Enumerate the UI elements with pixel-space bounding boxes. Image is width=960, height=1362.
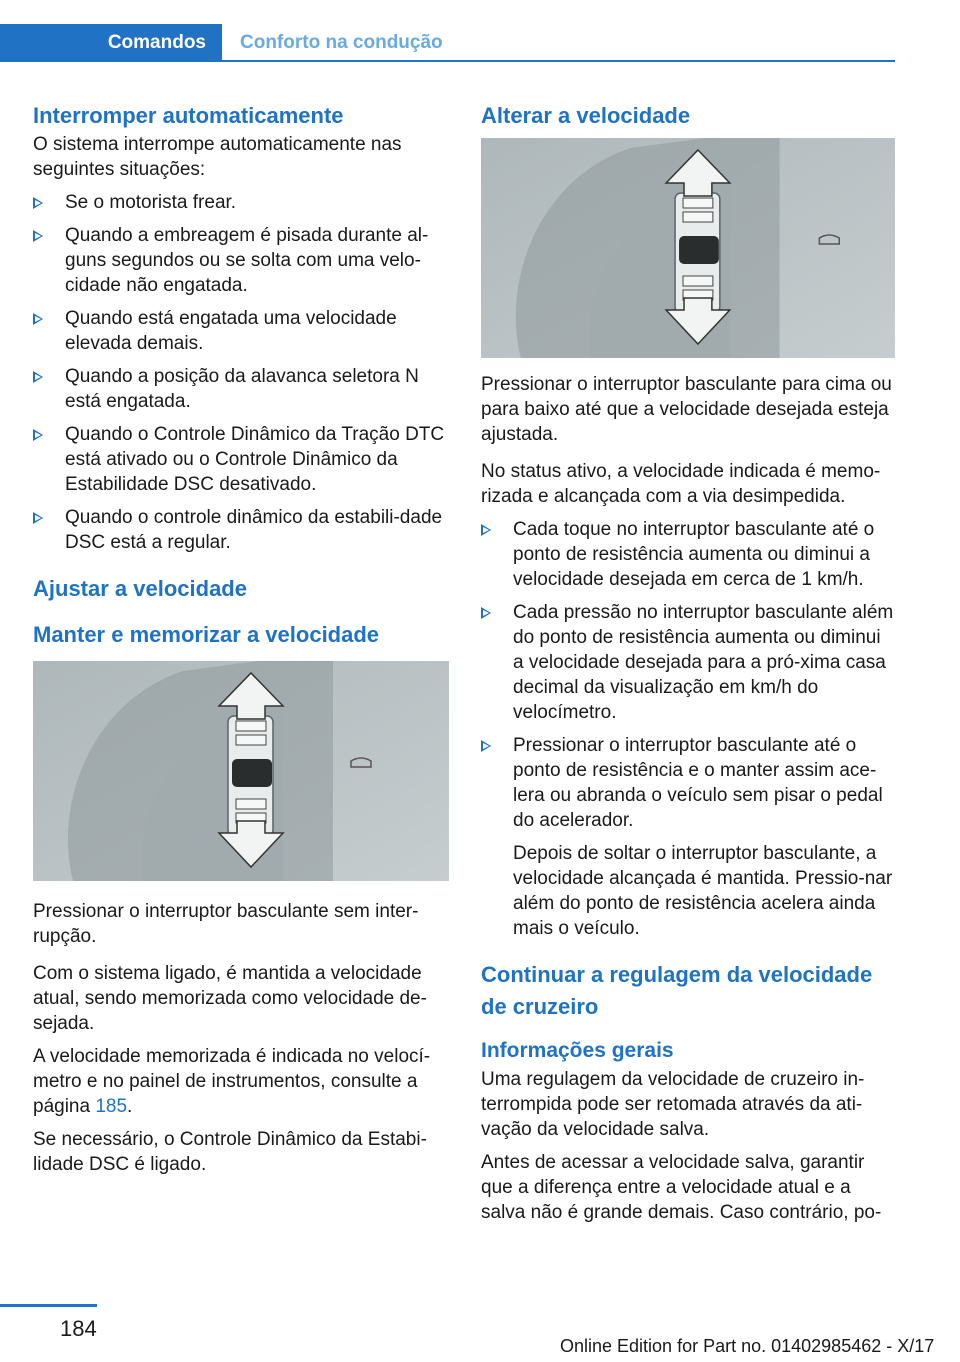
list-item [33,422,449,497]
list-item [481,733,895,833]
para-velocidade-memorizada [33,1044,449,1119]
list-item-text: Cada toque no interruptor basculante até o ponto de resistência aumenta ou diminui a velocidade desejada em cerca de 1 km/h. [513,519,875,590]
left-column [33,100,449,1177]
list-item-text: Quando a embreagem é pisada durante al-guns segundos ou se solta com uma velo-cidade não engatada. [65,225,429,296]
para-regulagem-interrompida: Uma regulagem da velocidade de cruzeiro in-terrompida pode ser retomada através da ati-vação da velocidade salva. [481,1069,865,1140]
para-text: A velocidade memorizada é indicada no velocí-metro e no painel de instrumentos, consulte a página [33,1046,431,1117]
list-item-text: Cada pressão no interruptor basculante além do ponto de resistência aumenta ou diminui a velocidade desejada para a pró-xima casa decimal da visualização em km/h do velocímetro. [513,602,894,723]
para-status-ativo: No status ativo, a velocidade indicada é memo-rizada e alcançada com a via desimpedida. [481,461,881,507]
list-item [481,517,895,592]
change-speed-list [481,517,895,833]
list-item [33,505,449,555]
list-item-text: Quando está engatada uma velocidade elevada demais. [65,308,397,354]
list-item [33,364,449,414]
para-pressionar-cima-baixo: Pressionar o interruptor basculante para cima ou para baixo até que a velocidade desejada esteja ajustada. [481,374,892,445]
heading-alterar: Alterar a velocidade [481,103,691,128]
triangle-bullet-icon [33,429,43,441]
list-item [33,306,449,356]
triangle-bullet-icon [33,230,43,242]
list-item [33,223,449,298]
heading-manter: Manter e memorizar a velocidade [33,622,380,647]
tab-conforto-na-conducao[interactable]: Conforto na condução [240,32,443,53]
para-sistema-ligado: Com o sistema ligado, é mantida a velocidade atual, sendo memorizada como velocidade de-sejada. [33,963,427,1034]
page-number-rule [0,1304,97,1307]
para-antes-de-acessar: Antes de acessar a velocidade salva, garantir que a diferença entre a velocidade atual e a salva não é grande demais. Caso contrário, po- [481,1152,882,1223]
steering-wheel-rocker-switch-figure [33,661,449,881]
heading-informacoes-gerais: Informações gerais [481,1039,674,1062]
page-link[interactable]: 185 [95,1096,128,1117]
triangle-bullet-icon [33,371,43,383]
list-item-text: Quando o Controle Dinâmico da Tração DTC está ativado ou o Controle Dinâmico da Estabilidade DSC desativado. [65,424,445,495]
list-item-text: Quando a posição da alavanca seletora N está engatada. [65,366,419,412]
para-text-end: . [127,1096,133,1117]
triangle-bullet-icon [481,740,491,752]
triangle-bullet-icon [481,524,491,536]
triangle-bullet-icon [481,607,491,619]
right-column [481,100,895,1225]
page-number: 184 [60,1316,97,1341]
tab-comandos[interactable]: Comandos [0,24,222,62]
para-pressionar-sem-interrupcao: Pressionar o interruptor basculante sem inter-rupção. [33,901,419,947]
para-dsc-ligado: Se necessário, o Controle Dinâmico da Estabi-lidade DSC é ligado. [33,1129,427,1175]
steering-wheel-rocker-switch-figure [481,138,895,358]
heading-ajustar: Ajustar a velocidade [33,576,247,601]
para-interromper: O sistema interrompe automaticamente nas seguintes situações: [33,134,402,180]
para-depois-de-soltar: Depois de soltar o interruptor basculante, a velocidade alcançada é mantida. Pressio-nar além do ponto de resistência acelera ainda mais o veículo. [513,843,893,939]
page-header [0,0,960,62]
heading-interromper: Interromper automaticamente [33,103,344,128]
list-item [33,190,449,215]
heading-continuar: Continuar a regulagem da velocidade de cruzeiro [481,962,873,1019]
list-item-text: Pressionar o interruptor basculante até o ponto de resistência e o manter assim ace-lera ou abranda o veículo sem pisar o pedal do acelerador. [513,735,883,831]
triangle-bullet-icon [33,313,43,325]
list-item [481,600,895,725]
footer-edition-text: Online Edition for Part no. 01402985462 - X/17 [560,1336,935,1356]
triangle-bullet-icon [33,512,43,524]
list-item-text: Quando o controle dinâmico da estabili-dade DSC está a regular. [65,507,443,553]
list-item-text: Se o motorista frear. [65,192,237,213]
triangle-bullet-icon [33,197,43,209]
interrupt-list [33,190,449,555]
header-rule [0,60,895,62]
